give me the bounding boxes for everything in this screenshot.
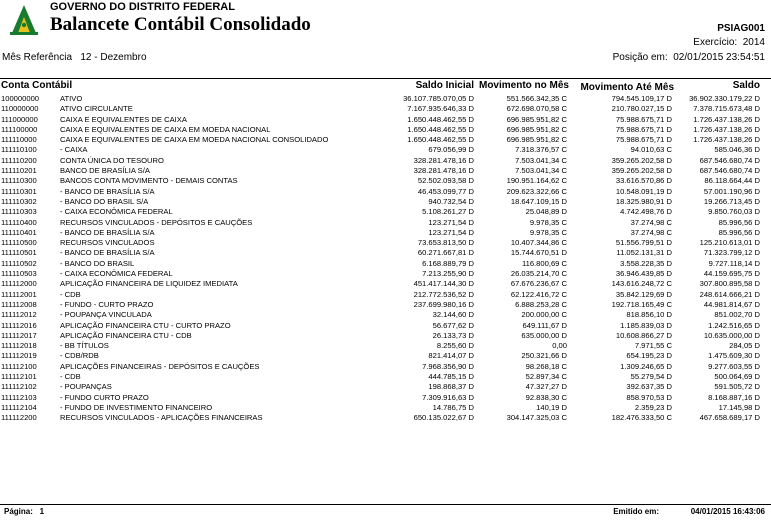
account-description: - BANCO DE BRASÍLIA S/A bbox=[60, 248, 155, 258]
opening-balance: 123.271,54 D bbox=[428, 217, 474, 227]
account-code: 111112200 bbox=[1, 413, 37, 423]
closing-balance: 10.635.000,00 D bbox=[703, 330, 760, 340]
table-row bbox=[0, 259, 771, 269]
account-description: ATIVO bbox=[60, 94, 83, 103]
closing-balance: 17.145,98 D bbox=[718, 402, 760, 412]
col-account-header: Conta Contábil bbox=[1, 80, 73, 91]
opening-balance: 7.968.356,90 D bbox=[422, 361, 474, 371]
account-description: ATIVO CIRCULANTE bbox=[60, 104, 133, 114]
ytd-movement: 1.309.246,65 D bbox=[620, 361, 672, 371]
emitted-label: Emitido em: bbox=[613, 507, 659, 516]
month-movement: 47.327,27 D bbox=[525, 382, 567, 392]
table-row bbox=[0, 238, 771, 248]
position-date bbox=[613, 52, 765, 63]
ytd-movement: 51.556.799,51 D bbox=[615, 238, 672, 248]
ytd-movement: 35.842.129,69 D bbox=[615, 289, 672, 299]
gdf-crest-icon bbox=[8, 3, 40, 37]
ytd-movement: 75.988.675,71 D bbox=[615, 135, 672, 145]
account-code: 111000000 bbox=[1, 114, 38, 124]
account-code: 111110200 bbox=[1, 155, 37, 165]
closing-balance: 71.323.799,12 D bbox=[703, 248, 760, 258]
opening-balance: 212.772.536,52 D bbox=[413, 289, 474, 299]
table-row bbox=[0, 321, 771, 331]
closing-balance: 125.210.613,01 D bbox=[699, 238, 760, 248]
ytd-movement: 210.780.027,15 D bbox=[611, 104, 672, 114]
closing-balance: 8.168.887,16 D bbox=[708, 392, 760, 402]
opening-balance: 679.056,99 D bbox=[428, 145, 474, 155]
account-code: 111112101 bbox=[1, 372, 37, 382]
account-description: RECURSOS VINCULADOS - APLICAÇÕES FINANCEIRAS bbox=[60, 413, 263, 423]
table-row bbox=[0, 290, 771, 300]
month-movement: 10.407.344,86 C bbox=[510, 238, 567, 248]
month-movement: 250.321,66 D bbox=[521, 351, 567, 361]
ytd-movement: 858.970,53 D bbox=[626, 392, 672, 402]
account-code: 111110501 bbox=[1, 248, 37, 258]
reference-month bbox=[2, 52, 147, 63]
col-ytd-movement-header: Movimento Até Mês bbox=[580, 82, 674, 93]
ytd-movement: 75.988.675,71 D bbox=[615, 124, 672, 134]
closing-balance: 1.726.437.138,26 D bbox=[693, 124, 760, 134]
account-code: 111110401 bbox=[1, 227, 37, 237]
month-movement: 62.122.416,72 C bbox=[510, 289, 567, 299]
closing-balance: 591.505,72 D bbox=[714, 382, 760, 392]
exercise bbox=[693, 37, 765, 48]
account-description: APLICAÇÕES FINANCEIRAS - DEPÓSITOS E CAUÇÕES bbox=[60, 361, 260, 371]
account-description: APLICAÇÃO FINANCEIRA CTU - CDB bbox=[60, 330, 192, 340]
position-value: 02/01/2015 23:54:51 bbox=[673, 52, 765, 63]
opening-balance: 5.108.261,27 D bbox=[422, 207, 474, 217]
ytd-movement: 11.052.131,31 D bbox=[616, 248, 672, 258]
table-row bbox=[0, 145, 771, 155]
ytd-movement: 654.195,23 D bbox=[626, 351, 672, 361]
ytd-movement: 4.742.498,76 D bbox=[620, 207, 672, 217]
table-row bbox=[0, 393, 771, 403]
table-row bbox=[0, 176, 771, 186]
account-description: CAIXA E EQUIVALENTES DE CAIXA bbox=[60, 114, 187, 124]
opening-balance: 328.281.478,16 D bbox=[413, 166, 474, 176]
account-code: 111110400 bbox=[1, 217, 37, 227]
opening-balance: 6.168.889,79 D bbox=[422, 258, 474, 268]
opening-balance: 821.414,07 D bbox=[428, 351, 474, 361]
account-description: APLICAÇÃO FINANCEIRA CTU - CURTO PRAZO bbox=[60, 320, 231, 330]
ytd-movement: 37.274,98 C bbox=[630, 217, 672, 227]
account-code: 111110502 bbox=[1, 258, 37, 268]
month-movement: 52.897,34 C bbox=[525, 372, 567, 382]
opening-balance: 60.271.667,81 D bbox=[417, 248, 474, 258]
table-row bbox=[0, 187, 771, 197]
account-code: 111112008 bbox=[1, 299, 37, 309]
account-code: 110000000 bbox=[1, 104, 39, 114]
opening-balance: 7.213.255,90 D bbox=[422, 269, 474, 279]
ytd-movement: 182.476.333,50 C bbox=[611, 413, 672, 423]
col-opening-header: Saldo Inicial bbox=[415, 80, 474, 91]
month-label: Mês Referência bbox=[2, 52, 73, 63]
table-row bbox=[0, 197, 771, 207]
account-code: 111110303 bbox=[1, 207, 37, 217]
closing-balance: 19.266.713,45 D bbox=[703, 196, 760, 206]
report-code: PSIAG001 bbox=[717, 23, 765, 34]
table-row bbox=[0, 207, 771, 217]
month-movement: 9.978,35 C bbox=[529, 217, 567, 227]
exercise-value: 2014 bbox=[742, 37, 765, 48]
account-description: RECURSOS VINCULADOS bbox=[60, 238, 155, 248]
opening-balance: 7.309.916,63 D bbox=[422, 392, 474, 402]
opening-balance: 328.281.478,16 D bbox=[413, 155, 474, 165]
table-row bbox=[0, 351, 771, 361]
month-movement: 304.147.325,03 C bbox=[506, 413, 567, 423]
table-row bbox=[0, 310, 771, 320]
opening-balance: 52.502.093,58 D bbox=[417, 176, 474, 186]
account-code: 111112019 bbox=[1, 351, 37, 361]
month-movement: 140,19 D bbox=[536, 402, 567, 412]
table-row bbox=[0, 382, 771, 392]
account-code: 100000000 bbox=[1, 94, 40, 103]
closing-balance: 85.996,56 D bbox=[718, 227, 760, 237]
position-label: Posição em: bbox=[612, 52, 668, 63]
table-row bbox=[0, 94, 771, 104]
table-row bbox=[0, 403, 771, 413]
month-movement: 635.000,00 D bbox=[521, 330, 567, 340]
opening-balance: 237.699.980,16 D bbox=[413, 299, 474, 309]
ytd-movement: 18.325.980,91 D bbox=[615, 196, 672, 206]
account-description: - BB TÍTULOS bbox=[60, 341, 109, 351]
account-description: - BANCO DE BRASÍLIA S/A bbox=[60, 227, 155, 237]
month-movement: 7.503.041,34 C bbox=[515, 155, 567, 165]
ytd-movement: 794.545.109,17 D bbox=[611, 94, 672, 103]
account-description: BANCOS CONTA MOVIMENTO - DEMAIS CONTAS bbox=[60, 176, 238, 186]
month-movement: 18.647.109,15 D bbox=[510, 196, 567, 206]
account-code: 111110302 bbox=[1, 196, 37, 206]
month-movement: 696.985.951,82 C bbox=[506, 135, 567, 145]
account-description: - BANCO DO BRASIL bbox=[60, 258, 135, 268]
opening-balance: 123.271,54 D bbox=[428, 227, 474, 237]
closing-balance: 284,05 D bbox=[729, 341, 760, 351]
ledger-table bbox=[0, 94, 771, 424]
account-description: - FUNDO CURTO PRAZO bbox=[60, 392, 149, 402]
account-description: - FUNDO DE INVESTIMENTO FINANCEIRO bbox=[60, 402, 213, 412]
closing-balance: 585.046,36 D bbox=[714, 145, 760, 155]
opening-balance: 73.653.813,50 D bbox=[417, 238, 474, 248]
emitted-value: 04/01/2015 16:43:06 bbox=[690, 507, 765, 516]
table-row bbox=[0, 104, 771, 114]
account-description: - CAIXA ECONÔMICA FEDERAL bbox=[60, 207, 173, 217]
table-row bbox=[0, 248, 771, 258]
table-row bbox=[0, 166, 771, 176]
opening-balance: 8.255,60 D bbox=[436, 341, 474, 351]
table-row bbox=[0, 413, 771, 423]
opening-balance: 650.135.022,67 D bbox=[413, 413, 474, 423]
account-description: - CDB/RDB bbox=[60, 351, 99, 361]
table-row bbox=[0, 228, 771, 238]
ytd-movement: 36.946.439,85 D bbox=[615, 269, 672, 279]
report-title: Balancete Contábil Consolidado bbox=[50, 14, 311, 35]
month-movement: 98.268,18 C bbox=[525, 361, 567, 371]
ytd-movement: 94.010,63 C bbox=[630, 145, 672, 155]
opening-balance: 14.786,75 D bbox=[432, 402, 474, 412]
opening-balance: 198.868,37 D bbox=[428, 382, 474, 392]
month-movement: 7.503.041,34 C bbox=[515, 166, 567, 176]
ytd-movement: 10.608.866,27 D bbox=[615, 330, 672, 340]
opening-balance: 56.677,62 D bbox=[432, 320, 474, 330]
closing-balance: 307.800.895,58 D bbox=[699, 279, 760, 289]
month-movement: 649.111,67 D bbox=[522, 320, 567, 330]
table-row bbox=[0, 115, 771, 125]
table-row bbox=[0, 269, 771, 279]
closing-balance: 9.850.760,03 D bbox=[708, 207, 760, 217]
closing-balance: 85.996,56 D bbox=[718, 217, 760, 227]
ytd-movement: 143.616.248,72 C bbox=[611, 279, 672, 289]
closing-balance: 1.726.437.138,26 D bbox=[693, 114, 760, 124]
month-movement: 551.566.342,35 C bbox=[506, 94, 567, 103]
closing-balance: 9.727.118,14 D bbox=[708, 258, 760, 268]
closing-balance: 86.118.664,44 D bbox=[704, 176, 760, 186]
closing-balance: 1.242.516,65 D bbox=[708, 320, 760, 330]
account-code: 111112017 bbox=[1, 330, 37, 340]
table-row bbox=[0, 372, 771, 382]
table-row bbox=[0, 300, 771, 310]
month-movement: 6.888.253,28 C bbox=[515, 299, 567, 309]
month-movement: 190.951.164,62 C bbox=[506, 176, 567, 186]
account-description: - BANCO DO BRASIL S/A bbox=[60, 196, 149, 206]
page-number bbox=[4, 507, 44, 516]
account-code: 111100000 bbox=[1, 124, 38, 134]
account-description: BANCO DE BRASÍLIA S/A bbox=[60, 166, 150, 176]
header-divider bbox=[0, 78, 771, 79]
opening-balance: 444.785,15 D bbox=[428, 372, 474, 382]
footer-divider bbox=[0, 504, 771, 505]
month-movement: 25.048,89 D bbox=[525, 207, 567, 217]
account-code: 111112018 bbox=[1, 341, 37, 351]
opening-balance: 26.133,73 D bbox=[432, 330, 474, 340]
account-description: - CDB bbox=[60, 372, 81, 382]
closing-balance: 687.546.680,74 D bbox=[699, 166, 760, 176]
closing-balance: 36.902.330.179,22 D bbox=[689, 94, 760, 103]
table-row bbox=[0, 331, 771, 341]
month-movement: 9.978,35 C bbox=[529, 227, 567, 237]
closing-balance: 1.726.437.138,26 D bbox=[693, 135, 760, 145]
ytd-movement: 359.265.202,58 D bbox=[611, 166, 672, 176]
opening-balance: 451.417.144,30 D bbox=[413, 279, 474, 289]
opening-balance: 1.650.448.462,55 D bbox=[407, 124, 474, 134]
account-code: 111110000 bbox=[1, 135, 37, 145]
table-row bbox=[0, 279, 771, 289]
account-description: - CDB bbox=[60, 289, 81, 299]
ytd-movement: 37.274,98 C bbox=[630, 227, 672, 237]
account-description: - POUPANÇAS bbox=[60, 382, 112, 392]
ytd-movement: 818.856,10 D bbox=[626, 310, 672, 320]
account-code: 111110500 bbox=[1, 238, 37, 248]
table-row bbox=[0, 362, 771, 372]
table-row bbox=[0, 135, 771, 145]
opening-balance: 1.650.448.462,55 D bbox=[407, 135, 474, 145]
opening-balance: 36.107.785.070,05 D bbox=[403, 94, 474, 103]
account-description: - BANCO DE BRASÍLIA S/A bbox=[60, 186, 155, 196]
opening-balance: 32.144,60 D bbox=[432, 310, 474, 320]
month-movement: 26.035.214,70 C bbox=[510, 269, 567, 279]
account-description: - CAIXA bbox=[60, 145, 88, 155]
account-description: RECURSOS VINCULADOS - DEPÓSITOS E CAUÇÕES bbox=[60, 217, 253, 227]
opening-balance: 7.167.935.646,33 D bbox=[407, 104, 474, 114]
closing-balance: 44.981.814,67 D bbox=[703, 299, 760, 309]
account-description: - POUPANÇA VINCULADA bbox=[60, 310, 152, 320]
closing-balance: 9.277.603,55 D bbox=[708, 361, 760, 371]
month-movement: 696.985.951,82 C bbox=[506, 114, 567, 124]
closing-balance: 248.614.666,21 D bbox=[699, 289, 760, 299]
ytd-movement: 2.359,23 D bbox=[634, 402, 672, 412]
page-value: 1 bbox=[39, 507, 45, 516]
month-movement: 672.698.070,58 C bbox=[506, 104, 567, 114]
table-row bbox=[0, 341, 771, 351]
ytd-movement: 55.279,54 D bbox=[630, 372, 672, 382]
month-movement: 209.623.322,66 C bbox=[506, 186, 567, 196]
month-movement: 15.744.670,51 D bbox=[510, 248, 567, 258]
account-description: CAIXA E EQUIVALENTES DE CAIXA EM MOEDA NACIONAL bbox=[60, 124, 271, 134]
month-value: 12 - Dezembro bbox=[80, 52, 147, 63]
month-movement: 0,00 bbox=[552, 341, 567, 351]
account-code: 111112104 bbox=[1, 402, 37, 412]
account-code: 111112100 bbox=[1, 361, 37, 371]
table-row bbox=[0, 125, 771, 135]
ytd-movement: 33.616.570,86 D bbox=[615, 176, 672, 186]
closing-balance: 44.159.695,75 D bbox=[703, 269, 760, 279]
opening-balance: 46.453.099,77 D bbox=[417, 186, 474, 196]
opening-balance: 940.732,54 D bbox=[428, 196, 474, 206]
col-month-movement-header: Movimento no Mês bbox=[478, 80, 569, 91]
closing-balance: 1.475.609,30 D bbox=[708, 351, 760, 361]
closing-balance: 687.546.680,74 D bbox=[699, 155, 760, 165]
account-description: APLICAÇÃO FINANCEIRA DE LIQUIDEZ IMEDIATA bbox=[60, 279, 238, 289]
account-code: 111110300 bbox=[1, 176, 37, 186]
account-code: 111112012 bbox=[1, 310, 37, 320]
month-movement: 92.838,30 C bbox=[525, 392, 567, 402]
closing-balance: 500.064,69 D bbox=[714, 372, 760, 382]
account-description: CAIXA E EQUIVALENTES DE CAIXA EM MOEDA NACIONAL CONSOLIDADO bbox=[60, 135, 329, 145]
closing-balance: 467.658.689,17 D bbox=[699, 413, 760, 423]
ytd-movement: 7.971,55 C bbox=[634, 341, 672, 351]
account-code: 111112016 bbox=[1, 320, 37, 330]
ytd-movement: 75.988.675,71 D bbox=[615, 114, 672, 124]
account-description: - CAIXA ECONÔMICA FEDERAL bbox=[60, 269, 173, 279]
col-balance-header: Saldo bbox=[732, 80, 760, 91]
account-code: 111112103 bbox=[1, 392, 37, 402]
account-code: 111112000 bbox=[1, 279, 37, 289]
ytd-movement: 3.558.228,35 D bbox=[620, 258, 672, 268]
ytd-movement: 392.637,35 D bbox=[626, 382, 672, 392]
page-label: Página: bbox=[4, 507, 33, 516]
account-code: 111112102 bbox=[1, 382, 37, 392]
ytd-movement: 192.718.165,49 C bbox=[611, 299, 672, 309]
table-row bbox=[0, 156, 771, 166]
account-description: - FUNDO - CURTO PRAZO bbox=[60, 299, 154, 309]
month-movement: 696.985.951,82 C bbox=[506, 124, 567, 134]
closing-balance: 57.001.190,96 D bbox=[703, 186, 760, 196]
account-code: 111110201 bbox=[1, 166, 37, 176]
table-row bbox=[0, 218, 771, 228]
exercise-label: Exercício: bbox=[693, 37, 738, 48]
opening-balance: 1.650.448.462,55 D bbox=[407, 114, 474, 124]
government-name: GOVERNO DO DISTRITO FEDERAL bbox=[50, 1, 235, 13]
closing-balance: 7.378.715.673,48 D bbox=[693, 104, 760, 114]
ytd-movement: 359.265.202,58 D bbox=[611, 155, 672, 165]
account-code: 111110301 bbox=[1, 186, 37, 196]
account-code: 111112001 bbox=[1, 289, 37, 299]
month-movement: 116.800,69 C bbox=[521, 258, 567, 268]
month-movement: 67.676.236,67 C bbox=[510, 279, 567, 289]
ytd-movement: 10.548.091,19 D bbox=[615, 186, 672, 196]
month-movement: 7.318.376,57 C bbox=[515, 145, 567, 155]
account-code: 111110503 bbox=[1, 269, 37, 279]
account-description: CONTA ÚNICA DO TESOURO bbox=[60, 155, 164, 165]
account-code: 111110100 bbox=[1, 145, 37, 155]
closing-balance: 851.002,70 D bbox=[714, 310, 760, 320]
month-movement: 200.000,00 C bbox=[521, 310, 567, 320]
ytd-movement: 1.185.839,03 D bbox=[620, 320, 672, 330]
